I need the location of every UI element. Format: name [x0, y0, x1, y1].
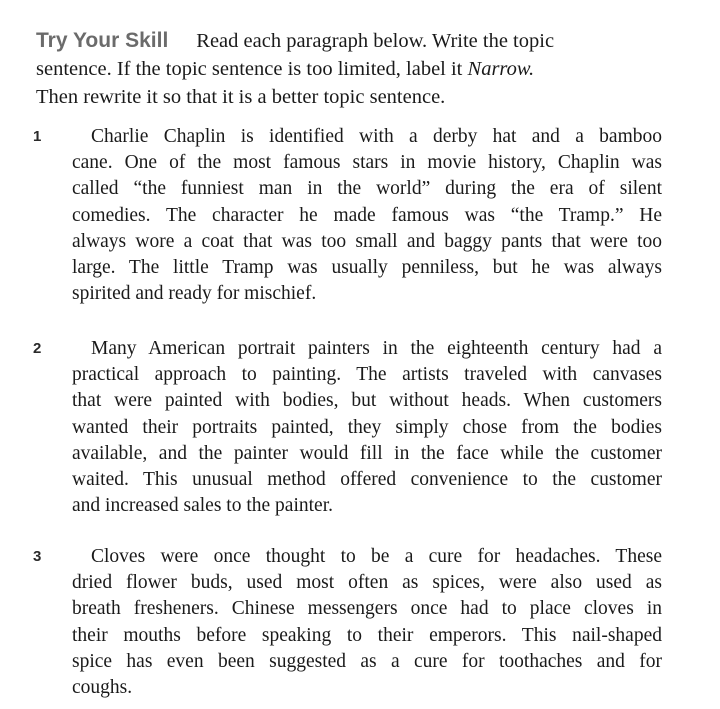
item-paragraph [72, 544, 662, 701]
instructions-line-1 [36, 27, 676, 55]
paragraph-line: large. The little Tramp was usually penniless, but he was always [72, 257, 662, 279]
paragraph-line: cane. One of the most famous stars in movie history, Chaplin was [72, 152, 662, 174]
paragraph-line: wanted their portraits painted, they simply chose from the bodies [72, 416, 662, 438]
paragraph-line: Charlie Chaplin is identified with a derby hat and a bamboo [91, 126, 662, 147]
paragraph-line: dried flower buds, used most often as spices, were also used as [72, 572, 662, 594]
narrow-label: Narrow. [467, 58, 535, 80]
instructions-line-2 [36, 55, 676, 83]
exercise-heading: Try Your Skill [36, 29, 169, 52]
paragraph-line: Many American portrait painters in the eighteenth century had a [91, 338, 662, 359]
paragraph-line: and increased sales to the painter. [72, 495, 333, 517]
item-number: 1 [33, 128, 42, 145]
instructions-text: sentence. If the topic sentence is too limited, label it [36, 58, 468, 80]
item-number: 3 [33, 548, 42, 565]
instructions [36, 27, 676, 111]
paragraph-line: Cloves were once thought to be a cure for headaches. These [91, 546, 662, 567]
paragraph-line: practical approach to painting. The artists traveled with canvases [72, 364, 662, 386]
paragraph-line: waited. This unusual method offered convenience to the customer [72, 469, 662, 491]
paragraph-line: that were painted with bodies, but without heads. When customers [72, 390, 662, 412]
paragraph-line: always wore a coat that was too small and baggy pants that were too [72, 230, 662, 252]
instructions-text: Read each paragraph below. Write the topic [196, 30, 555, 52]
item-paragraph [72, 336, 662, 519]
paragraph-line: comedies. The character he made famous was “the Tramp.” He [72, 204, 662, 226]
paragraph-line: coughs. [72, 677, 133, 699]
paragraph-line: spirited and ready for mischief. [72, 283, 317, 305]
paragraph-line: spice has even been suggested as a cure for toothaches and for [72, 650, 662, 672]
instructions-line-3: Then rewrite it so that it is a better topic sentence. [36, 86, 446, 108]
paragraph-line: breath fresheners. Chinese messengers once had to place cloves in [72, 598, 662, 620]
paragraph-line: their mouths before speaking to their emperors. This nail-shaped [72, 624, 662, 646]
item-paragraph [72, 124, 662, 307]
paragraph-line: available, and the painter would fill in the face while the customer [72, 442, 662, 464]
item-number: 2 [33, 340, 42, 357]
paragraph-line: called “the funniest man in the world” during the era of silent [72, 178, 662, 200]
